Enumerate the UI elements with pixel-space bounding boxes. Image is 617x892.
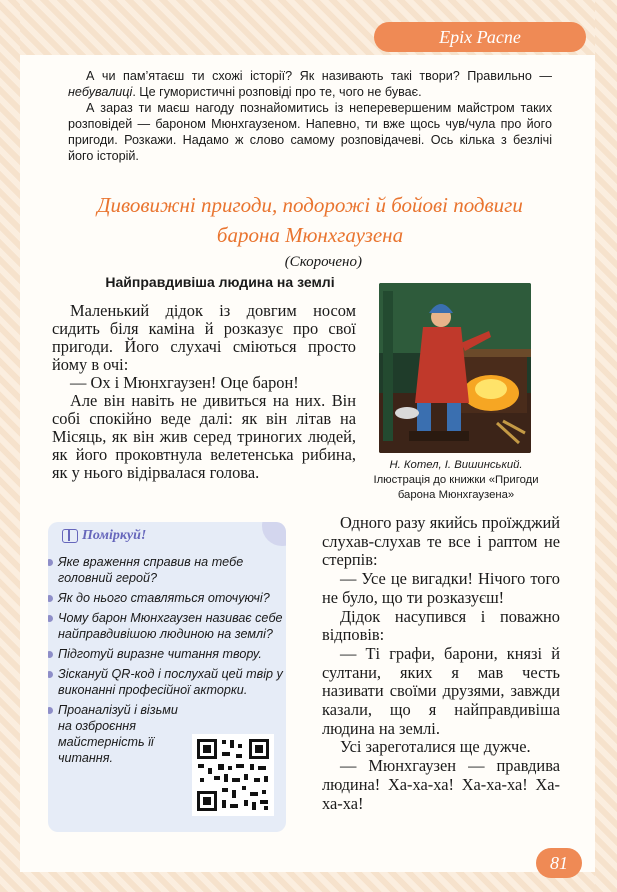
author-header-tab: [374, 22, 586, 52]
baron-illustration: [379, 283, 531, 453]
intro-p1-part-c: . Це гумористичні розповіді про те, чого не буває.: [132, 85, 422, 99]
think-box: [48, 522, 286, 832]
decorative-border-bottom: [0, 872, 617, 892]
page-number: 81: [550, 852, 568, 873]
question-item: Підготуй виразне читання твору.: [48, 646, 286, 662]
story-paragraph: Маленький дідок із довгим носом сидить біля каміна й розказує про свої пригоди. Його слухачі сміються просто йому в очі:: [52, 301, 356, 374]
illustration-caption: [372, 458, 540, 503]
think-box-corner-decoration: [262, 522, 286, 546]
story-paragraph: Одного разу якийсь проїжджий слухав-слухав те все і раптом не стерпів:: [322, 513, 560, 570]
story-title: [68, 190, 552, 250]
question-item: Яке враження справив на тебе головний герой?: [48, 554, 286, 586]
caption-description: Ілюстрація до книжки «Пригоди барона Мюнхгаузена»: [373, 474, 539, 501]
qr-code[interactable]: [192, 734, 274, 816]
question-item: Як до нього ставляться оточуючі?: [48, 590, 286, 606]
think-box-heading: [62, 528, 146, 544]
page-number-badge: [536, 848, 582, 878]
caption-authors: Н. Котел, І. Вишинський.: [389, 459, 523, 471]
intro-paragraph-2: А зараз ти маєш нагоду познайомитись із неперевершеним майстром таких розповідей — бароном Мюнхгаузеном. Напевно, ти вже щось чув/чула про його пригоди. Розкажи. Надамо ж слово самому розповідачеві. Ось кілька з безлічі його історій.: [68, 101, 552, 163]
intro-text: [68, 68, 552, 164]
story-text-left: [52, 302, 356, 482]
book-icon: [62, 529, 78, 543]
intro-paragraph-1: [68, 68, 552, 100]
story-paragraph: Але він навіть не дивиться на них. Він собі спокійно веде далі: як він літав на Місяць, як він жив серед триногих людей, як його проковтнула велетенська рибина, як у нього відірвалася голова.: [52, 391, 356, 482]
story-title-line-1: Дивовижні пригоди, подорожі й бойові подвиги: [97, 193, 523, 217]
author-name: Еріх Распе: [439, 26, 521, 47]
decorative-border-left: [0, 0, 20, 892]
story-paragraph: — Мюнхгаузен — правдива людина! Ха-ха-ха! Ха-ха-ха! Ха-ха-ха!: [322, 756, 560, 813]
story-paragraph: Усі зареготалися ще дужче.: [340, 737, 531, 757]
story-paragraph: Дідок насупився і поважно відповів:: [322, 606, 560, 645]
story-title-line-2: барона Мюнхгаузена: [216, 223, 404, 247]
chapter-title: Найправдивіша людина на землі: [105, 274, 335, 290]
story-paragraph: — Усе це вигадки! Нічого того не було, що ти розказуєш!: [322, 569, 560, 607]
question-item-last: Проаналізуй і візьми на озброєння майстерність її читання.: [48, 702, 188, 766]
story-paragraph: — Ох і Мюнхгаузен! Оце барон!: [70, 373, 299, 392]
question-item: Зіскануй QR-код і послухай цей твір у виконанні професійної акторки.: [48, 666, 286, 698]
intro-p1-part-a: А чи пам’ятаєш ти схожі історії? Як називають такі твори? Правильно —: [86, 69, 552, 83]
intro-p1-italic-term: небувалиці: [68, 85, 133, 99]
abridged-note: (Скорочено): [284, 254, 362, 270]
think-box-heading-text: Поміркуй!: [82, 528, 147, 543]
decorative-border-right: [595, 0, 617, 892]
story-paragraph: — Ті графи, барони, князі й султани, яких я мав честь називати своїми друзями, завжди казали, що я найправдивіша людина на землі.: [322, 643, 560, 738]
story-text-right: [322, 514, 560, 813]
question-item: Чому барон Мюнхгаузен називає себе найправдивішою людиною на землі?: [48, 610, 286, 642]
